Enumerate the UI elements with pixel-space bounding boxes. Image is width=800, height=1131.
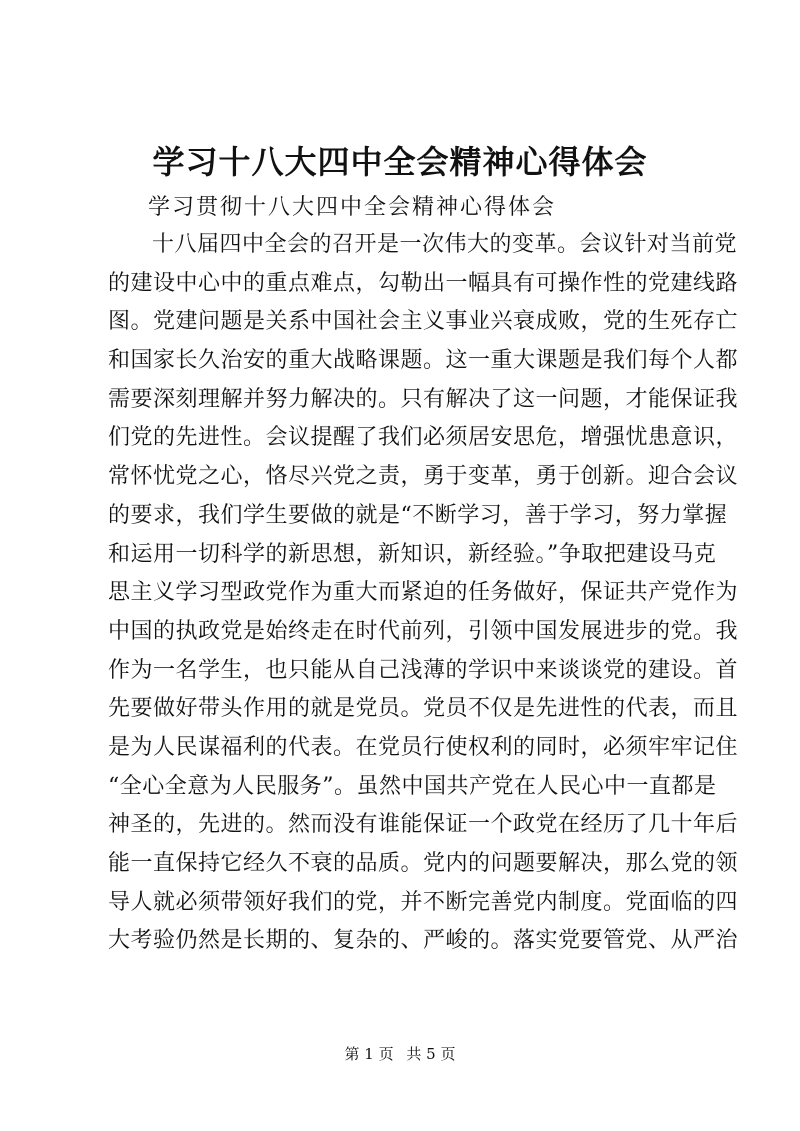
page-total: 共 5 页 — [406, 1045, 456, 1063]
text-line: 常怀忧党之心，恪尽兴党之责，勇于变革，勇于创新。迎合会议 — [108, 464, 739, 490]
page-number: 第 1 页 — [344, 1045, 394, 1063]
text-line: 能一直保持它经久不衰的品质。党内的问题要解决，那么党的领 — [108, 851, 739, 876]
text-line: 作为一名学生，也只能从自己浅薄的学识中来谈谈党的建设。首 — [108, 657, 739, 683]
text-line: 思主义学习型政党作为重大而紧迫的任务做好，保证共产党作为 — [108, 580, 739, 606]
text-line: 十八届四中全会的召开是一次伟大的变革。会议针对当前党 — [152, 232, 738, 257]
text-line: 需要深刻理解并努力解决的。只有解决了这一问题，才能保证我 — [108, 386, 739, 412]
text-line: 先要做好带头作用的就是党员。党员不仅是先进性的代表，而且 — [108, 696, 739, 722]
text-line: 神圣的，先进的。然而没有谁能保证一个政党在经历了几十年后 — [108, 812, 739, 838]
document-subtitle: 学习贯彻十八大四中全会精神心得体会 — [148, 195, 557, 220]
text-line: 和国家长久治安的重大战略课题。这一重大课题是我们每个人都 — [108, 348, 739, 374]
body-paragraph — [108, 226, 739, 961]
text-line: 是为人民谋福利的代表。在党员行使权利的同时，必须牢牢记住 — [108, 734, 739, 760]
page-footer — [0, 1044, 800, 1064]
text-line: 导人就必须带领好我们的党，并不断完善党内制度。党面临的四 — [108, 889, 739, 915]
text-line: 中国的执政党是始终走在时代前列，引领中国发展进步的党。我 — [108, 618, 739, 644]
text-line: 图。党建问题是关系中国社会主义事业兴衰成败，党的生死存亡 — [108, 309, 739, 335]
text-line: 和运用一切科学的新思想，新知识，新经验。”争取把建设马克 — [108, 541, 717, 567]
document-title: 学习十八大四中全会精神心得体会 — [152, 143, 648, 181]
text-line: 的要求，我们学生要做的就是“不断学习，善于学习，努力掌握 — [108, 502, 728, 528]
text-line: “全心全意为人民服务”。虽然中国共产党在人民心中一直都是 — [108, 773, 717, 799]
text-line: 大考验仍然是长期的、复杂的、严峻的。落实党要管党、从严治 — [108, 928, 739, 954]
text-line: 们党的先进性。会议提醒了我们必须居安思危，增强忧患意识， — [108, 425, 739, 451]
text-line: 的建设中心中的重点难点，勾勒出一幅具有可操作性的党建线路 — [108, 270, 739, 296]
